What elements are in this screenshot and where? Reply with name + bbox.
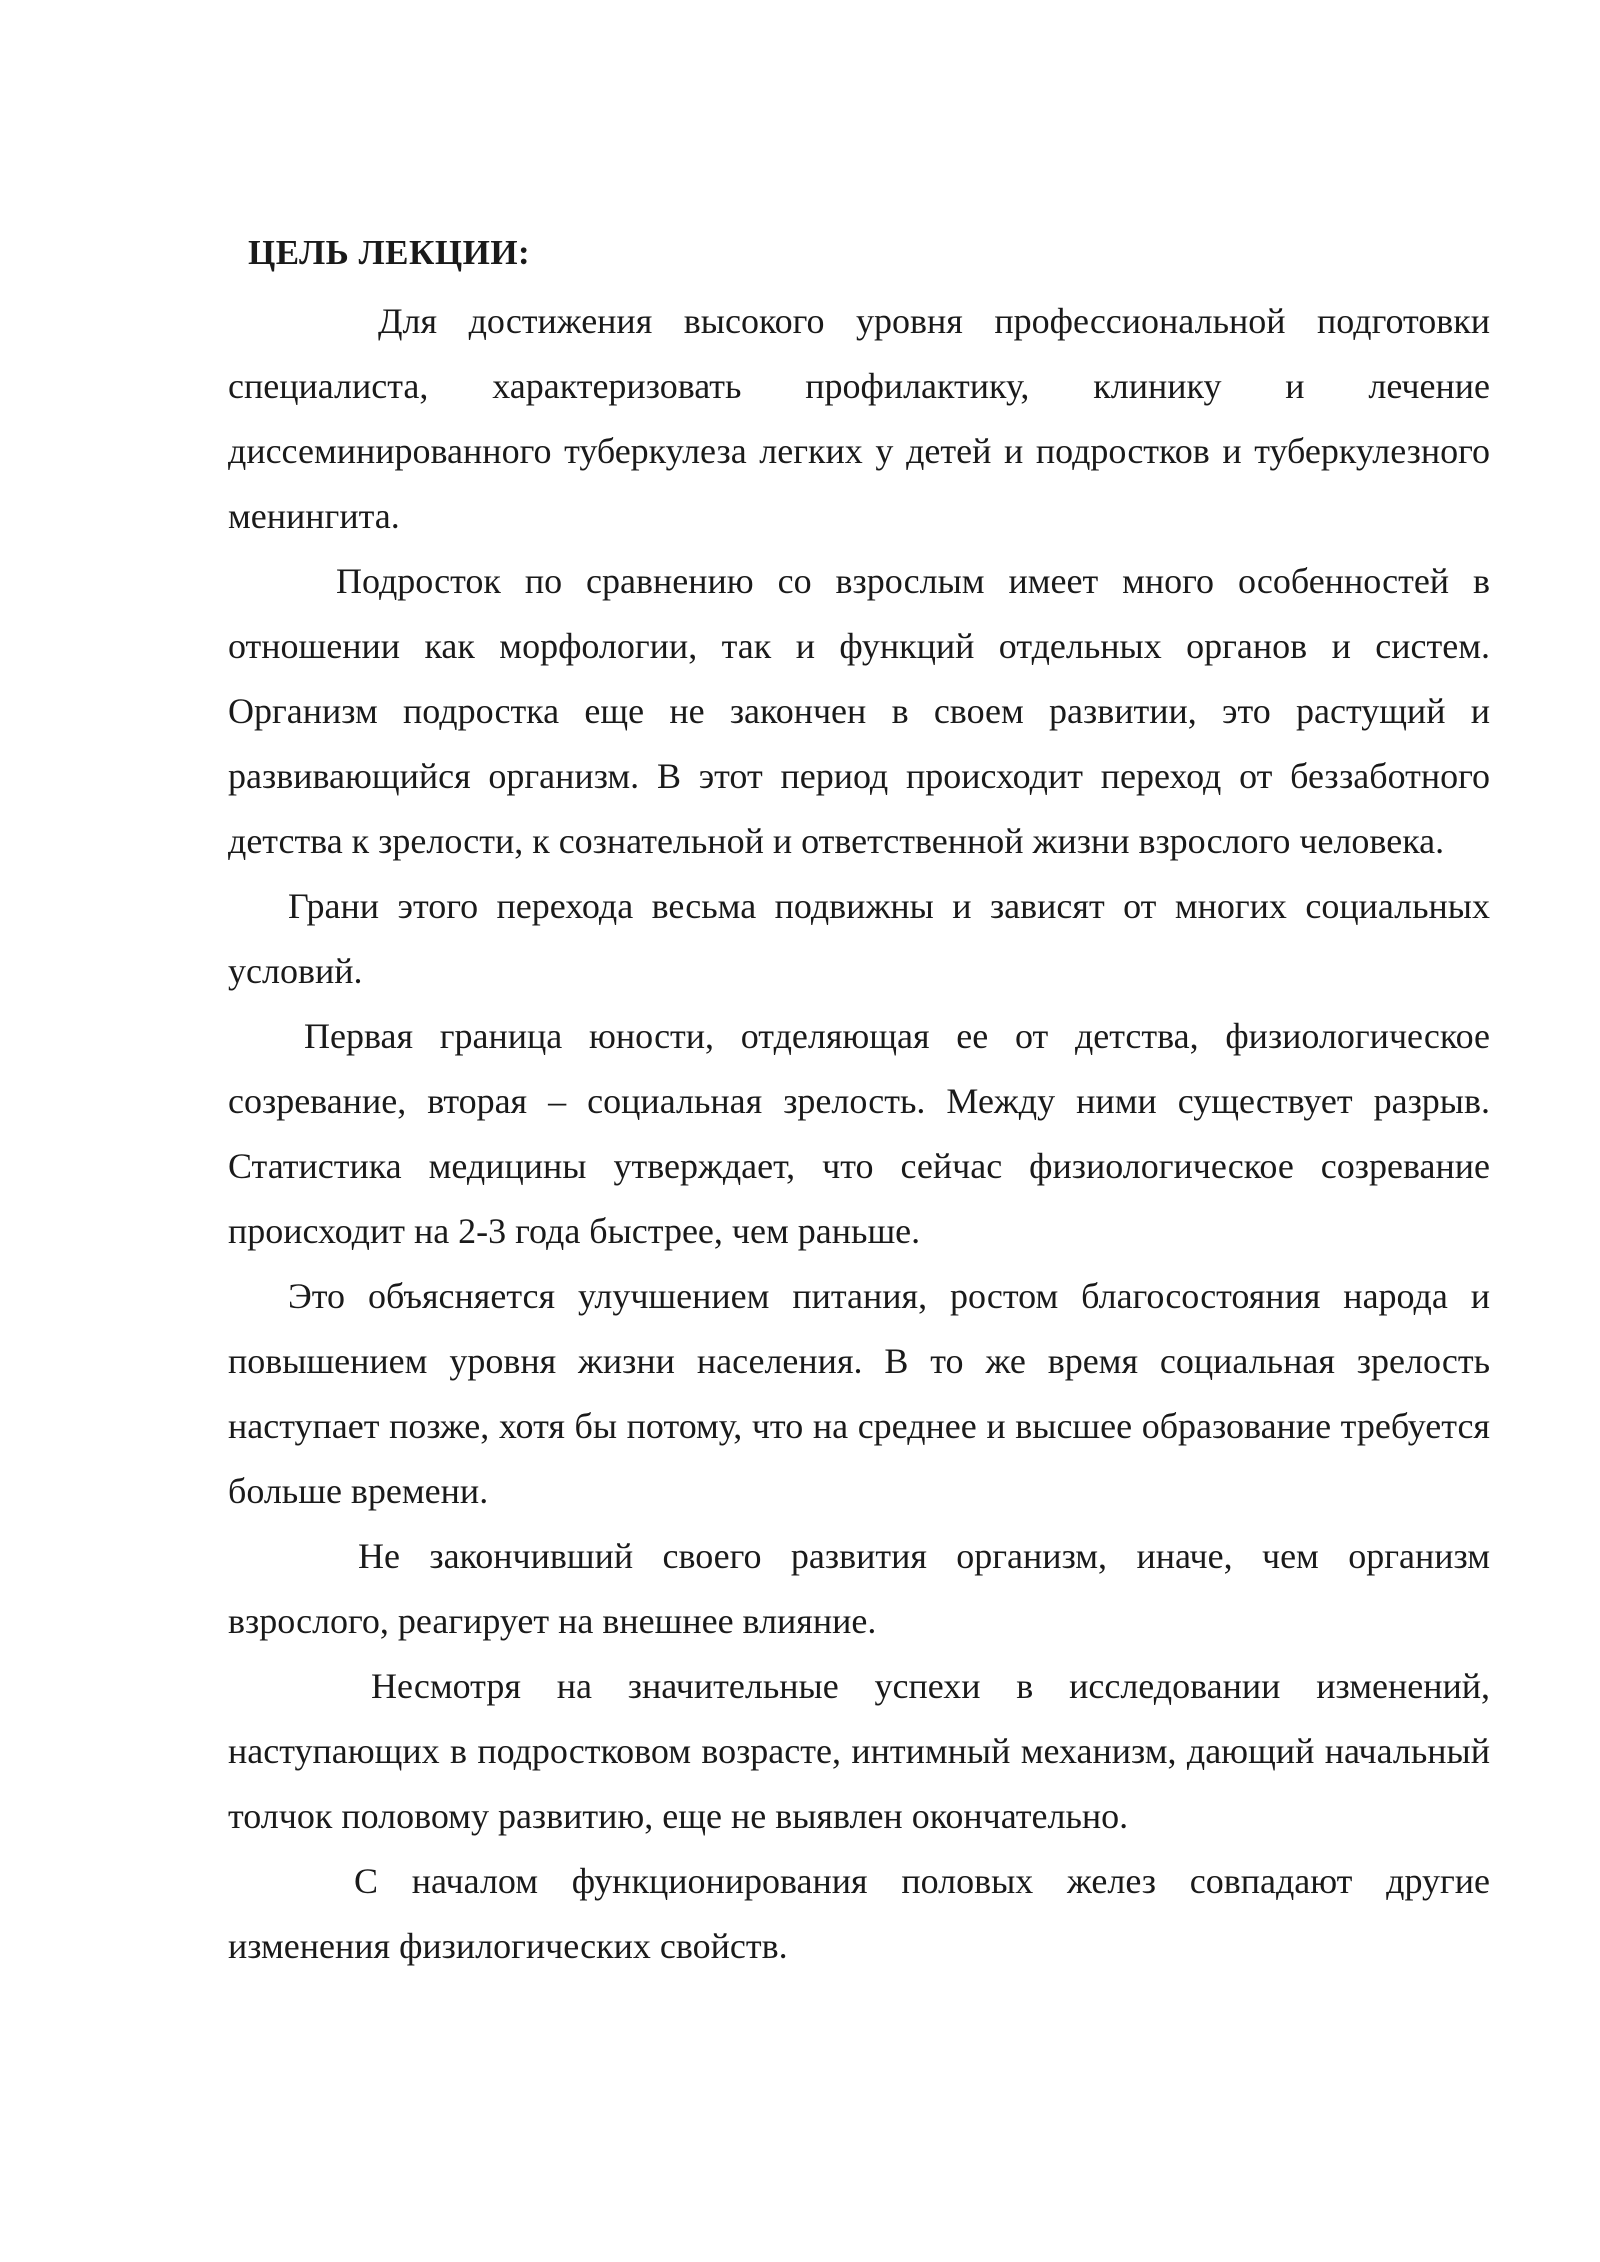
paragraph-transition-boundaries: Грани этого перехода весьма подвижны и зависят от многих социальных условий. [228, 886, 1490, 991]
lecture-goal-heading: ЦЕЛЬ ЛЕКЦИИ: [248, 233, 531, 272]
paragraph-explanation: Это объясняется улучшением питания, ростом благосостояния народа и повышением уровня жизни населения. В то же время социальная зрелость наступает позже, хотя бы потому, что на среднее и высшее образование требуется больше времени. [228, 1276, 1490, 1511]
paragraph-research-progress: Несмотря на значительные успехи в исследовании изменений, наступающих в подростковом возрасте, интимный механизм, дающий начальный толчок половому развитию, еще не выявлен окончательно. [228, 1666, 1490, 1836]
paragraph-goal: Для достижения высокого уровня профессиональной подготовки специалиста, характеризовать профилактику, клинику и лечение диссеминированного туберкулеза легких у детей и подростков и туберкулезного менингита. [228, 301, 1490, 536]
document-body [228, 225, 1490, 1979]
paragraph-unfinished-organism: Не закончивший своего развития организм, иначе, чем организм взрослого, реагирует на внешнее влияние. [228, 1536, 1490, 1641]
paragraph-first-boundary: Первая граница юности, отделяющая ее от детства, физиологическое созревание, вторая – социальная зрелость. Между ними существует разрыв. Статистика медицины утверждает, что сейчас физиологическое созревание происходит на 2-3 года быстрее, чем раньше. [228, 1016, 1490, 1251]
paragraph-adolescent-features: Подросток по сравнению со взрослым имеет много особенностей в отношении как морфологии, так и функций отдельных органов и систем. Организм подростка еще не закончен в своем развитии, это растущий и развивающийся организм. В этот период происходит переход от беззаботного детства к зрелости, к сознательной и ответственной жизни взрослого человека. [228, 561, 1490, 861]
paragraph-gland-function: С началом функционирования половых желез совпадают другие изменения физилогических свойств. [228, 1861, 1490, 1966]
